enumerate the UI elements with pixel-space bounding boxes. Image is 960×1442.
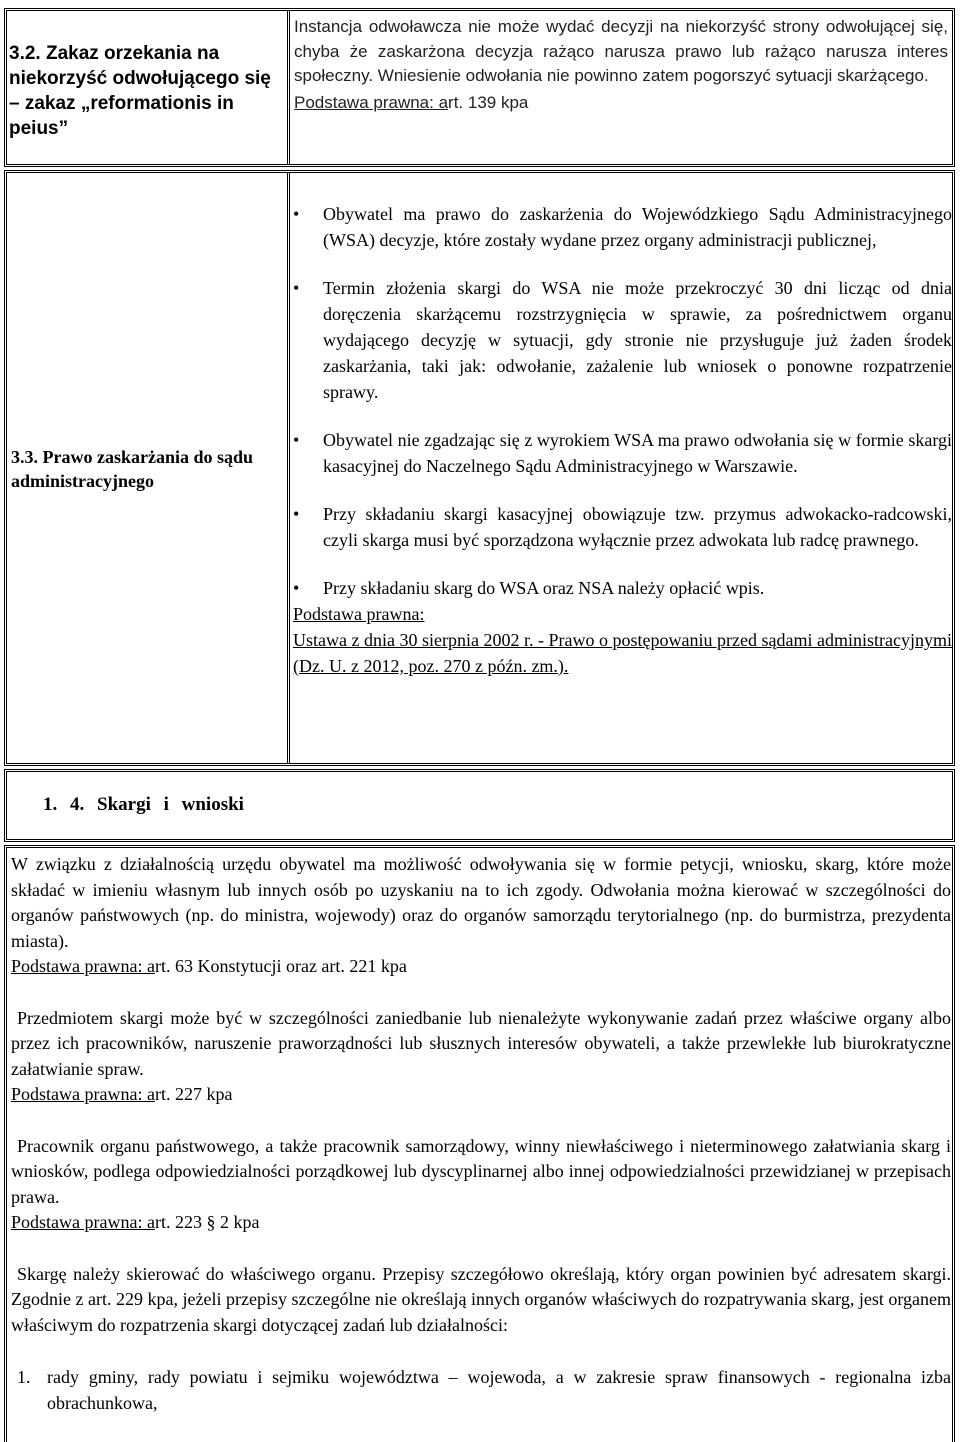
row-3-2 <box>4 8 955 167</box>
basis-label: Podstawa prawna: a <box>11 956 155 976</box>
paragraph-employee-liability-basis <box>11 1210 951 1236</box>
row-3-2-label: 3.2. Zakaz orzekania na niekorzyść odwołującego się – zakaz „reformationis in peius” <box>9 43 271 139</box>
bullet-item: • Obywatel nie zgadzając się z wyrokiem WSA ma prawo odwołania się w formie skargi kasacyjnej do Naczelnego Sądu Administracyjnego w Warszawie. <box>293 427 952 479</box>
paragraph-employee-liability: Pracownik organu państwowego, a także pracownik samorządowy, winny niewłaściwego i nieterminowego załatwiania skarg i wniosków, podlega odpowiedzialności porządkowej lub dyscyplinarnej albo innej odpowiedzialności przewidzianej w przepisach prawa. <box>11 1135 951 1207</box>
row-3-2-label-cell <box>7 11 290 164</box>
row-3-3-legal-basis-text: Ustawa z dnia 30 sierpnia 2002 r. - Prawo o postępowaniu przed sądami administracyjnymi (Dz. U. z 2012, poz. 270 z późn. zm.). <box>293 630 952 676</box>
authority-list-text: rady gminy, rady powiatu i sejmiku województwa – wojewoda, a w zakresie spraw finansowych - regionalna izba obrachunkowa, <box>47 1367 951 1413</box>
bullet-item: • Przy składaniu skarg do WSA oraz NSA należy opłacić wpis. <box>293 575 952 601</box>
basis-text: rt. 63 Konstytucji oraz art. 221 kpa <box>154 956 407 976</box>
row-3-3 <box>4 170 955 766</box>
paragraph-complaint-subject: Przedmiotem skargi może być w szczególności zaniedbanie lub nienależyte wykonywanie zadań przez właściwe organy albo przez ich pracowników, naruszenie praworządności lub słusznych interesów obywateli, a także przewlekłe lub biurokratyczne załatwianie spraw. <box>11 1007 951 1079</box>
row-3-2-content-cell <box>290 11 952 164</box>
bullet-item: • Przy składaniu skargi kasacyjnej obowiązuje tzw. przymus adwokacko-radcowski, czyli skarga musi być sporządzona wyłącznie przez adwokata lub radcę prawnego. <box>293 501 952 553</box>
row-3-2-legal-basis-text: rt. 139 kpa <box>448 92 529 112</box>
paragraph-petitions-basis <box>11 954 951 980</box>
authority-list-number: 1. <box>17 1367 31 1387</box>
row-3-2-legal-basis <box>290 90 952 117</box>
bullet-item: • Termin złożenia skargi do WSA nie może przekroczyć 30 dni licząc od dnia doręczenia skarżącemu rozstrzygnięcia w sprawie, za pośrednictwem organu wydającego decyzję w sytuacji, gdy stronie nie przysługuje już żaden środek zaskarżania, taki jak: odwołanie, zażalenie lub wniosek o ponowne rozpatrzenie sprawy. <box>293 275 952 405</box>
row-3-3-label-cell <box>7 173 290 763</box>
section-4-content <box>11 852 951 1416</box>
row-3-2-body: Instancja odwoławcza nie może wydać decyzji na niekorzyść strony odwołującej się, chyba że zaskarżona decyzja rażąco narusza prawo lub rażąco narusza interes społeczny. Wniesienie odwołania nie powinno zatem pogorszyć sytuacji skarżącego. <box>294 17 948 85</box>
row-3-3-bullet-list <box>293 173 952 601</box>
section-4-heading-box <box>4 769 955 842</box>
row-3-2-legal-basis-label: Podstawa prawna: a <box>294 92 449 112</box>
bullet-item: • Obywatel ma prawo do zaskarżenia do Wojewódzkiego Sądu Administracyjnego (WSA) decyzje, które zostały wydane przez organy administracji publicznej, <box>293 201 952 253</box>
row-3-3-legal-basis-label: Podstawa prawna: <box>293 604 425 624</box>
basis-text: rt. 223 § 2 kpa <box>154 1212 260 1232</box>
basis-label: Podstawa prawna: a <box>11 1212 155 1232</box>
basis-label: Podstawa prawna: a <box>11 1084 155 1104</box>
row-3-3-label: 3.3. Prawo zaskarżania do sądu administracyjnego <box>11 447 254 491</box>
authority-list-item <box>11 1364 951 1416</box>
basis-text: rt. 227 kpa <box>154 1084 233 1104</box>
section-4-body <box>4 845 955 1442</box>
paragraph-petitions: W związku z działalnością urzędu obywatel ma możliwość odwoływania się w formie petycji, wniosku, skarg, które może składać w imieniu własnym lub innych osób po uzyskaniu na to ich zgody. Odwołania można kierować w szczególności do organów państwowych (np. do ministra, wojewody) oraz do organów samorządu terytorialnego (np. do burmistrza, prezydenta miasta). <box>11 854 951 951</box>
paragraph-competent-authority: Skargę należy skierować do właściwego organu. Przepisy szczegółowo określają, który organ powinien być adresatem skargi. Zgodnie z art. 229 kpa, jeżeli przepisy szczególne nie określają innych organów właściwych do rozpatrywania skarg, jest organem właściwym do rozpatrzenia skargi dotyczącej zadań lub działalności: <box>11 1263 951 1335</box>
row-3-3-content-cell <box>293 173 952 763</box>
paragraph-complaint-subject-basis <box>11 1082 951 1108</box>
section-4-heading: 1. 4. Skargi i wnioski <box>43 794 244 815</box>
